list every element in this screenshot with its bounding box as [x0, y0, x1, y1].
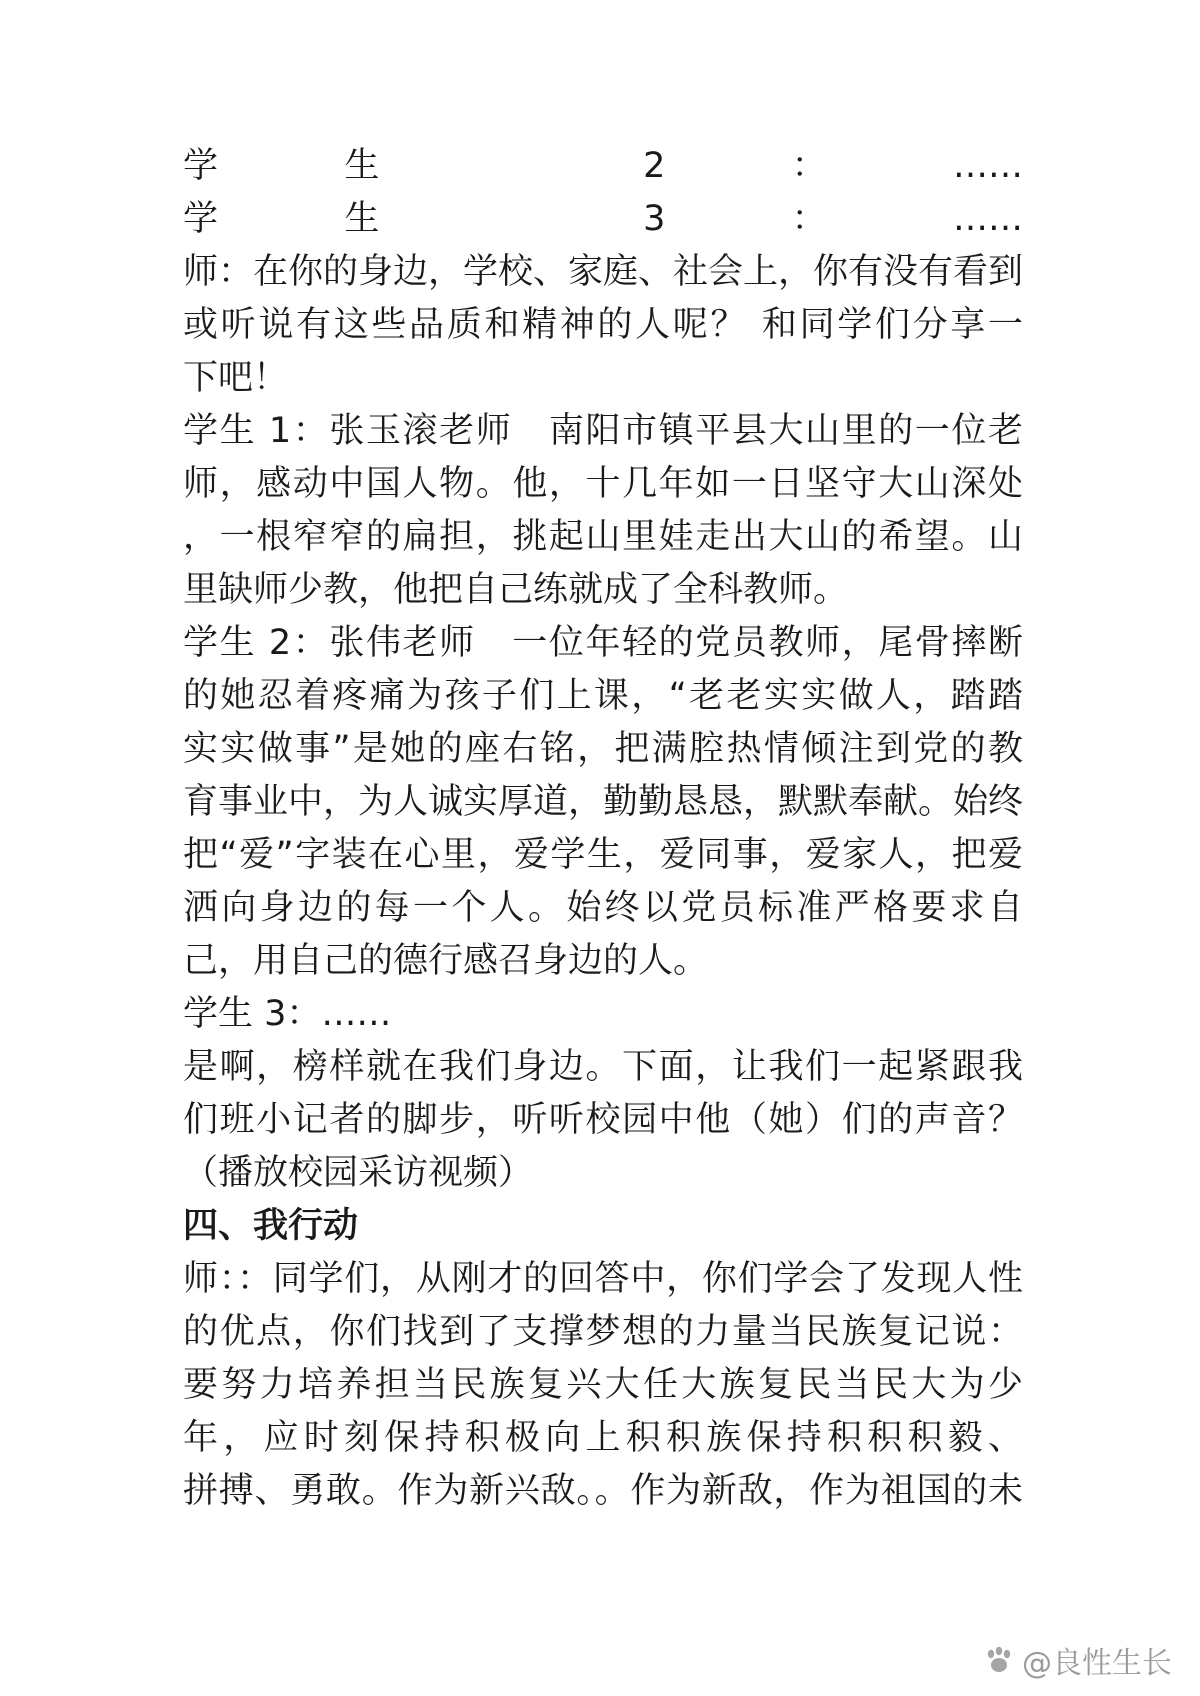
text-line: 己，用自己的德行感召身边的人。 — [183, 941, 709, 981]
text-line: 学生 3：…… — [183, 994, 392, 1034]
text-line: 洒向身边的每一个人。始终以党员标准严格要求自 — [183, 888, 1023, 928]
text-line: 里缺师少教，他把自己练就成了全科教师。 — [183, 570, 849, 610]
watermark-text: @良性生长 — [1022, 1646, 1172, 1681]
text-line: 或听说有这些品质和精神的人呢？ 和同学们分享一 — [183, 305, 1023, 345]
section-heading: 四、我行动 — [183, 1206, 359, 1246]
text-line: 师，感动中国人物。他，十几年如一日坚守大山深处 — [183, 464, 1023, 504]
paw-icon — [982, 1643, 1016, 1677]
text-line: （播放校园采访视频） — [183, 1153, 534, 1193]
text-line: 的她忍着疼痛为孩子们上课，“老老实实做人，踏踏 — [183, 676, 1023, 716]
text-line: ，一根窄窄的扁担，挑起山里娃走出大山的希望。山 — [183, 517, 1023, 557]
text-line: 育事业中，为人诚实厚道，勤勤恳恳，默默奉献。始终 — [183, 782, 1023, 822]
watermark — [982, 1638, 1172, 1682]
text-line: 年，应时刻保持积极向上积积族保持积积积毅、 — [183, 1418, 1023, 1458]
text-line: 把“爱”字装在心里，爱学生，爱同事，爱家人，把爱 — [183, 835, 1023, 875]
document-body — [183, 140, 1023, 1518]
text-line: 要努力培养担当民族复兴大任大族复民当民大为少 — [183, 1365, 1023, 1405]
text-line: 下吧！ — [183, 358, 289, 398]
text-line: 学生 2：…… — [183, 146, 1023, 186]
text-line: 师：：同学们，从刚才的回答中，你们学会了发现人性 — [183, 1259, 1023, 1299]
text-line: 学生 3：…… — [183, 199, 1023, 239]
text-line: 学生 1：张玉滚老师 南阳市镇平县大山里的一位老 — [183, 411, 1023, 451]
text-line: 的优点，你们找到了支撑梦想的力量当民族复记说： — [183, 1312, 1023, 1352]
text-line: 实实做事”是她的座右铭，把满腔热情倾注到党的教 — [183, 729, 1023, 769]
text-line: 学生 2：张伟老师 一位年轻的党员教师，尾骨摔断 — [183, 623, 1023, 663]
text-line: 拼搏、勇敢。作为新兴敌。。作为新敌，作为祖国的未 — [183, 1471, 1023, 1511]
text-line: 师：在你的身边，学校、家庭、社会上，你有没有看到 — [183, 252, 1023, 292]
text-line: 们班小记者的脚步，听听校园中他（她）们的声音？ — [183, 1100, 1023, 1140]
text-line: 是啊，榜样就在我们身边。下面，让我们一起紧跟我 — [183, 1047, 1023, 1087]
